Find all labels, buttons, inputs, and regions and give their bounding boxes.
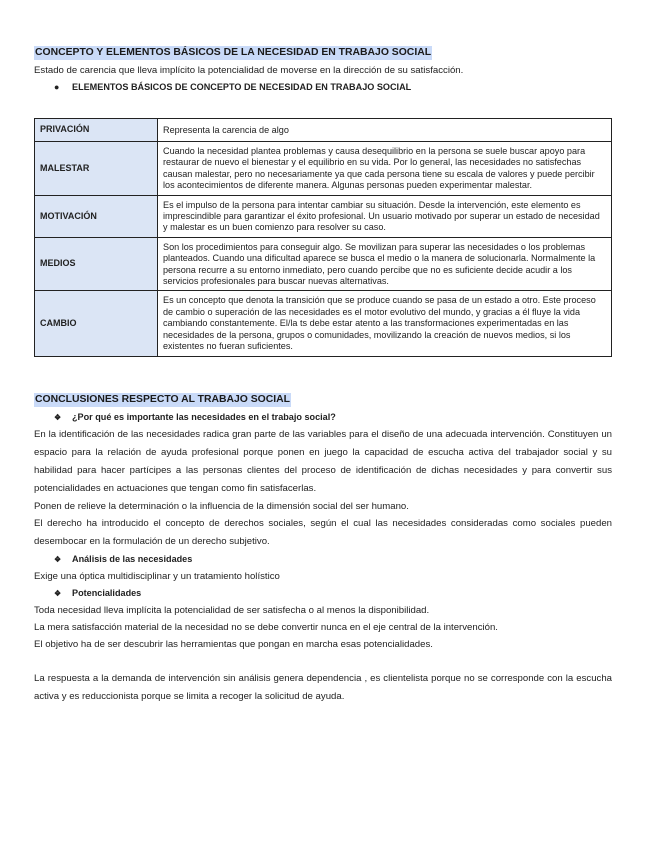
- term-cell: PRIVACIÓN: [35, 119, 158, 142]
- intro-paragraph: Estado de carencia que lleva implícito la potencialidad de moverse en la dirección de su satisfacción.: [34, 65, 464, 76]
- section-heading-conclusiones: CONCLUSIONES RESPECTO AL TRABAJO SOCIAL: [35, 393, 290, 405]
- diamond-bullet-icon: ❖: [54, 554, 62, 564]
- table-row: [35, 237, 612, 291]
- diamond-bullet-icon: ❖: [54, 588, 62, 598]
- subheading-importancia: [34, 409, 612, 426]
- subheading-analisis: [34, 551, 612, 568]
- paragraph-toda-necesidad: Toda necesidad lleva implícita la potencialidad de ser satisfecha o al menos la disponibilidad.: [34, 604, 430, 616]
- term-cell: CAMBIO: [35, 291, 158, 356]
- subheading-analisis-text: Análisis de las necesidades: [72, 553, 193, 564]
- subheading-importancia-text: ¿Por qué es importante las necesidades en el trabajo social?: [72, 411, 336, 422]
- desc-cell: Cuando la necesidad plantea problemas y causa desequilibrio en la persona se suele buscar apoyo para restaurar de nuevo el bienestar y el equilibrio en su vida. Por lo general, las necesidades no satisfechas causan malestar, pero no necesariamente ya que cada persona tiene su escala de valores y puede percibir los acontecimientos de diferente manera. Algunas personas pueden experimentar malestar.: [158, 142, 612, 196]
- table-row: [35, 142, 612, 196]
- bullet-elementos: [34, 79, 612, 96]
- paragraph-identificacion: En la identificación de las necesidades radica gran parte de las variables para el diseño de una adecuada intervención. Constituyen un espacio para la relación de ayuda profesional porque ponen en juego la capacidad de escucha activa del trabajador social y su habilidad para hacer partícipes a las personas clientes del proceso de identificación de dichas necesidades y para convertir sus potencialidades en actuaciones que tengan como fin satisfacerlas.: [34, 428, 612, 494]
- paragraph-relieve: Ponen de relieve la determinación o la influencia de la dimensión social del ser humano.: [34, 500, 409, 512]
- paragraph-respuesta: La respuesta a la demanda de intervención sin análisis genera dependencia , es clientelista porque no se corresponde con la escucha activa y es reduccionista porque se limita a recoger la solicitud de ayuda.: [34, 672, 612, 702]
- desc-cell: Es un concepto que denota la transición que se produce cuando se pasa de un estado a otro. Este proceso de cambio o superación de las necesidades es el motor evolutivo del mundo, y gracias a él fluye la vida cambiando constantemente. El/la ts debe estar atento a las transformaciones experimentadas en las necesidades de la persona, grupos o comunidades, movilizando la creación de nuevos medios, si los existentes no fueran suficientes.: [158, 291, 612, 356]
- subheading-potencialidades: [34, 585, 612, 602]
- term-cell: MEDIOS: [35, 237, 158, 291]
- table-row: [35, 291, 612, 356]
- term-cell: MOTIVACIÓN: [35, 195, 158, 237]
- section-heading-concepto: CONCEPTO Y ELEMENTOS BÁSICOS DE LA NECESIDAD EN TRABAJO SOCIAL: [35, 47, 432, 58]
- term-cell: MALESTAR: [35, 142, 158, 196]
- desc-cell: Son los procedimientos para conseguir algo. Se movilizan para superar las necesidades o los problemas planteados. Cuando una dificultad aparece se busca el medio o la manera de solucionarla. Normalmente la persona recurre a su entorno inmediato, pero cuando percibe que no es suficiente decide acudir a los servicios profesionales para buscar nuevas alternativas.: [158, 237, 612, 291]
- table-row: [35, 195, 612, 237]
- bullet-dot-icon: ●: [54, 82, 60, 92]
- document-page: [34, 42, 612, 706]
- paragraph-mera-satisfaccion: La mera satisfacción material de la necesidad no se debe convertir nunca en el eje central de la intervención.: [34, 621, 498, 633]
- bullet-elementos-text: ELEMENTOS BÁSICOS DE CONCEPTO DE NECESIDAD EN TRABAJO SOCIAL: [72, 82, 412, 92]
- desc-cell: Es el impulso de la persona para intentar cambiar su situación. Desde la intervención, este elemento es imprescindible para garantizar el éxito profesional. Un usuario motivado por superar un estado de necesidad y malestar es un buen comienzo para resolver su caso.: [158, 195, 612, 237]
- table-row: [35, 119, 612, 142]
- paragraph-derecho: El derecho ha introducido el concepto de derechos sociales, según el cual las necesidades consideradas como sociales pueden desembocar en la formulación de un derecho subjetivo.: [34, 517, 612, 547]
- subheading-potencialidades-text: Potencialidades: [72, 587, 142, 598]
- desc-cell: Representa la carencia de algo: [158, 119, 612, 142]
- paragraph-objetivo: El objetivo ha de ser descubrir las herramientas que pongan en marcha esas potencialidades.: [34, 638, 433, 650]
- elements-table: [34, 118, 612, 357]
- diamond-bullet-icon: ❖: [54, 412, 62, 422]
- paragraph-optica: Exige una óptica multidisciplinar y un tratamiento holístico: [34, 570, 280, 582]
